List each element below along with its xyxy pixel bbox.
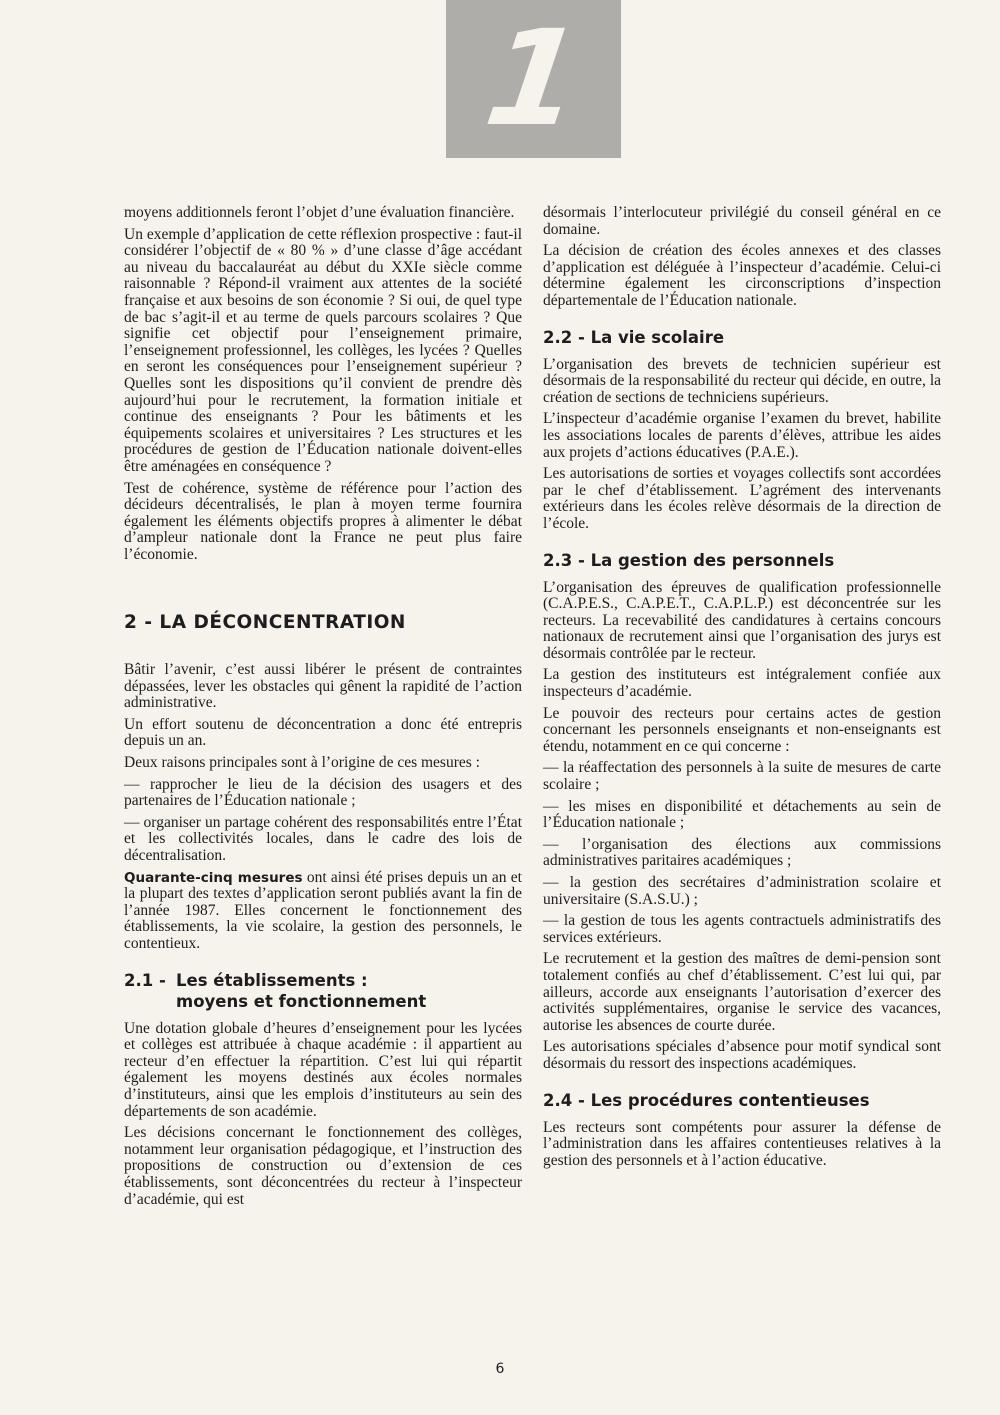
subsection-heading: 2.2 - La vie scolaire [543, 327, 725, 347]
subsection-heading [124, 970, 522, 1012]
right-column [543, 205, 941, 1174]
paragraph: Bâtir l’avenir, c’est aussi libérer le présent de contraintes dépassées, lever les obstacles qui gênent la rapidité de l’action administrative. [124, 661, 522, 712]
paragraph: Les autorisations de sorties et voyages collectifs sont accordées par le chef d’établissement. L’agrément des intervenants extérieurs dans les écoles relève désormais de la direction de l’école. [543, 465, 941, 532]
subsection-heading: 2.3 - La gestion des personnels [543, 550, 835, 570]
paragraph: Les recteurs sont compétents pour assurer la défense de l’administration dans les affaires contentieuses relatives à la gestion des personnels et à l’action éducative. [543, 1118, 941, 1169]
paragraph: Deux raisons principales sont à l’origine de ces mesures : [124, 754, 480, 772]
subsection-title-line2: moyens et fonctionnement [176, 991, 427, 1011]
paragraph: La gestion des instituteurs est intégralement confiée aux inspecteurs d’académie. [543, 666, 941, 701]
list-item: — rapprocher le lieu de la décision des usagers et des partenaires de l’Éducation nationale ; [124, 775, 522, 810]
paragraph: Une dotation globale d’heures d’enseignement pour les lycées et collèges est attribuée à chaque académie : il appartient au recteur d’en effectuer la répartition. C’est lui qui répartit également les moyens destinés aux écoles normales d’instituteurs, ainsi que les emplois d’instituteurs au sein des départements de son académie. [124, 1019, 522, 1120]
paragraph: Test de cohérence, système de référence pour l’action des décideurs décentralisés, le plan à moyen terme fournira également les éléments objectifs propres à alimenter le débat d’ampleur nationale dont la France ne peut plus faire l’économie. [124, 479, 522, 563]
section-heading: 2 - LA DÉCONCENTRATION [124, 612, 406, 634]
list-item: — la gestion des secrétaires d’administration scolaire et universitaire (S.A.S.U.) ; [543, 874, 941, 908]
paragraph: L’organisation des brevets de technicien supérieur est désormais de la responsabilité du recteur qui décide, en outre, la création de sections de techniciens supérieurs. [543, 355, 941, 406]
paragraph: désormais l’interlocuteur privilégié du conseil général en ce domaine. [543, 204, 941, 238]
subsection-title-line1: Les établissements : [176, 970, 368, 990]
list-item: — organiser un partage cohérent des responsabilités entre l’État et les collectivités locales, dans le cadre des lois de décentralisation. [124, 813, 522, 864]
paragraph [124, 870, 522, 953]
paragraph: Le recrutement et la gestion des maîtres de demi-pension sont totalement confiés au chef d’établissement. C’est lui qui, par ailleurs, accorde aux enseignants l’autorisation d’exercer des activités supplémentaires, organise le service des vacances, autorise les absences de courte durée. [543, 950, 941, 1034]
paragraph-text: ont ainsi été prises depuis un an et la plupart des textes d’application seront publiés avant la fin de l’année 1987. Elles concernent le fonctionnement des établissements, la vie scolaire, la gestion des personnels, le contentieux. [124, 868, 522, 952]
page-number: 6 [495, 1361, 505, 1377]
paragraph: L’organisation des épreuves de qualification professionnelle (C.A.P.E.S., C.A.P.E.T., C.A.P.L.P.) est déconcentrée sur les recteurs. La recevabilité des candidatures à certains concours nationaux de recrutement ainsi que l’organisation des jurys est désormais contrôlée par le recteur. [543, 578, 941, 662]
list-item: — la gestion de tous les agents contractuels administratifs des services extérieurs. [543, 912, 941, 946]
paragraph: Les décisions concernant le fonctionnement des collèges, notamment leur organisation pédagogique, et l’instruction des propositions de construction ou d’extension de ces établissements, sont déconcentrées du recteur à l’inspecteur d’académie, qui est [124, 1124, 522, 1208]
paragraph: Le pouvoir des recteurs pour certains actes de gestion concernant les personnels enseignants et non-enseignants est étendu, notamment en ce qui concerne : [543, 704, 941, 755]
paragraph: Les autorisations spéciales d’absence pour motif syndical sont désormais du ressort des inspections académiques. [543, 1038, 941, 1072]
paragraph: Un exemple d’application de cette réflexion prospective : faut-il considérer l’objectif de « 80 % » d’une classe d’âge accédant au niveau du baccalauréat au début du XXIe siècle comme raisonnable ? Répond-il vraiment aux attentes de la société française et aux besoins de son économie ? Si oui, de quel type de bac s’agit-il et au terme de quels parcours scolaires ? Que signifie cet objectif pour l’enseignement primaire, l’enseignement professionnel, les collèges, les lycées ? Quelles en seront les conséquences pour l’enseignement supérieur ? Quelles sont les dispositions qu’il convient de prendre dès aujourd’hui pour le recrutement, la formation initiale et continue des enseignants ? Pour les bâtiments et les équipements scolaires et universitaires ? Les structures et les procédures de gestion de l’Éducation nationale doivent-elles être aménagées en conséquence ? [124, 225, 522, 475]
bold-lead: Quarante-cinq mesures [124, 869, 303, 886]
left-column [124, 205, 522, 1213]
subsection-heading: 2.4 - Les procédures contentieuses [543, 1090, 870, 1110]
paragraph: moyens additionnels feront l’objet d’une évaluation financière. [124, 204, 515, 221]
chapter-number: 1 [476, 2, 591, 156]
paragraph: L’inspecteur d’académie organise l’examen du brevet, habilite les associations locales de parents d’élèves, attribue les aides aux projets d’actions éducatives (P.A.E.). [543, 410, 941, 461]
list-item: — l’organisation des élections aux commissions administratives paritaires académiques ; [543, 835, 941, 870]
paragraph: Un effort soutenu de déconcentration a donc été entrepris depuis un an. [124, 715, 522, 750]
list-item: — les mises en disponibilité et détachements au sein de l’Éducation nationale ; [543, 797, 941, 832]
paragraph: La décision de création des écoles annexes et des classes d’application est déléguée à l’inspecteur d’académie. Celui-ci détermine également les circonscriptions d’inspection départementale de l’Éducation nationale. [543, 242, 941, 309]
subsection-number: 2.1 - [124, 970, 166, 990]
list-item: — la réaffectation des personnels à la suite de mesures de carte scolaire ; [543, 759, 941, 794]
chapter-banner [446, 0, 621, 158]
